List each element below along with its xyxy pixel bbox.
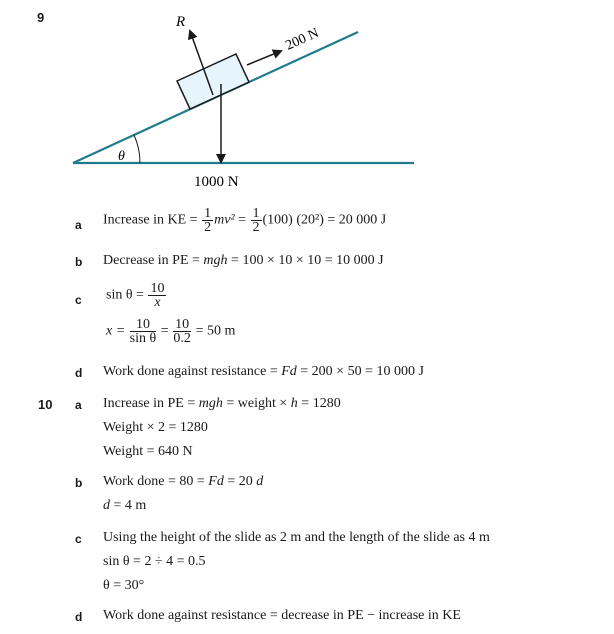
answer-10b-line1: Work done = 80 = Fd = 20 d <box>103 474 264 489</box>
answer-10c-line1: Using the height of the slide as 2 m and the length of the slide as 4 m <box>103 530 490 545</box>
part-letter-9b: b <box>75 255 83 269</box>
answer-9d: Work done against resistance = Fd = 200 × 50 = 10 000 J <box>103 364 424 379</box>
question-number-10: 10 <box>38 397 53 412</box>
fraction-half-1: $\frac{1}{2}$ <box>204 206 212 235</box>
part-letter-9c: c <box>75 293 82 307</box>
weight-label: 1000 N <box>194 174 239 190</box>
answer-10b-line2: d = 4 m <box>103 498 147 513</box>
answer-9b: Decrease in PE = mgh = 100 × 10 × 10 = 10 000 J <box>103 253 384 268</box>
inclined-plane-diagram <box>0 0 614 200</box>
part-letter-10c: c <box>75 532 82 546</box>
answer-10a-line3: Weight = 640 N <box>103 444 193 459</box>
part-letter-10a: a <box>75 398 82 412</box>
angle-label: θ <box>118 149 125 164</box>
answer-9c-x: x = $\frac{10}{\text{sin θ}}$ = $\frac{10}{0.2}$ = 50 m <box>106 317 236 346</box>
answer-10a-line2: Weight × 2 = 1280 <box>103 420 208 435</box>
part-letter-9a: a <box>75 218 82 232</box>
answer-9c-sin: sin θ = $\frac{10}{x}$ <box>106 281 165 310</box>
answer-10c-line3: θ = 30° <box>103 578 145 593</box>
mv-squared: mv² <box>214 212 235 228</box>
fraction-10-over-02: $\frac{10}{0.2}$ <box>173 317 191 346</box>
ke-lead: Increase in KE = <box>103 212 198 228</box>
answer-10c-line2: sin θ = 2 ÷ 4 = 0.5 <box>103 554 206 569</box>
ke-rest: (100) (20²) = 20 000 J <box>262 212 387 228</box>
question-number-9: 9 <box>37 10 45 25</box>
applied-force-arrow <box>247 51 281 65</box>
answer-10d-line1: Work done against resistance = decrease in PE − increase in KE <box>103 608 461 623</box>
force-label: 200 N <box>283 25 322 54</box>
part-letter-10b: b <box>75 476 83 490</box>
answer-9a: Increase in KE = $\frac{1}{2}$ mv² = $\frac{1}{2}$ (100) (20²) = 20 000 J <box>103 206 387 235</box>
block <box>177 54 249 109</box>
angle-arc <box>134 135 140 163</box>
part-letter-10d: d <box>75 610 83 624</box>
answer-10a-line1: Increase in PE = mgh = weight × h = 1280 <box>103 396 341 411</box>
reaction-label: R <box>176 14 186 30</box>
fraction-10-over-x: $\frac{10}{x}$ <box>150 281 165 310</box>
fraction-half-2: $\frac{1}{2}$ <box>252 206 260 235</box>
fraction-10-over-sin: $\frac{10}{\text{sin θ}}$ <box>129 317 157 346</box>
part-letter-9d: d <box>75 366 83 380</box>
